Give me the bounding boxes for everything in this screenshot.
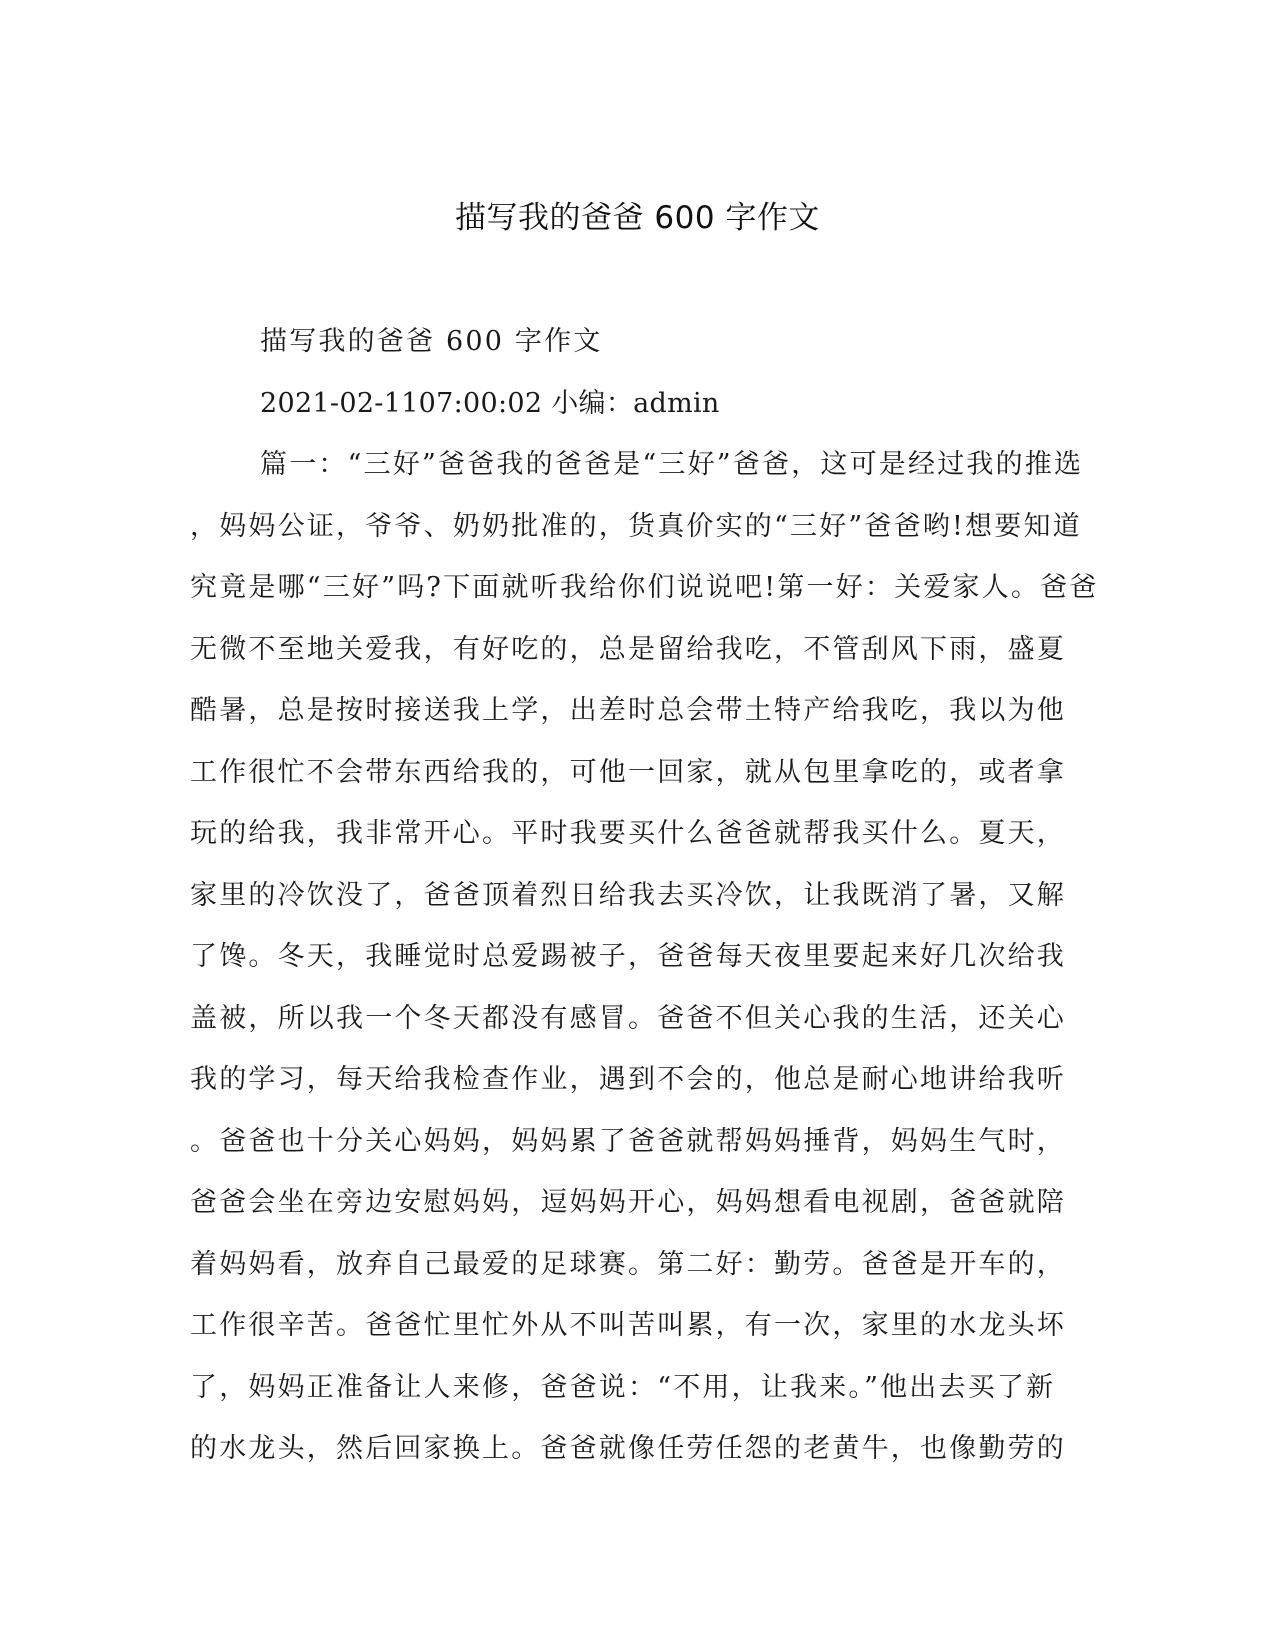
article-meta: 2021-02-1107:00:02 小编：admin bbox=[260, 387, 720, 419]
paragraph-line: 酷暑，总是按时接送我上学，出差时总会带土特产给我吃，我以为他 bbox=[190, 695, 1066, 726]
document-title: 描写我的爸爸 600 字作文 bbox=[455, 200, 820, 236]
paragraph-line: 了馋。冬天，我睡觉时总爱踢被子，爸爸每天夜里要起来好几次给我 bbox=[190, 941, 1066, 972]
paragraph-line: ，妈妈公证，爷爷、奶奶批准的，货真价实的“三好”爸爸哟!想要知道 bbox=[190, 510, 1082, 542]
document-body bbox=[190, 322, 1099, 1491]
paragraph-line: 工作很忙不会带东西给我的，可他一回家，就从包里拿吃的，或者拿 bbox=[190, 756, 1066, 788]
article-subtitle: 描写我的爸爸 600 字作文 bbox=[260, 326, 603, 357]
paragraph-line: 爸爸会坐在旁边安慰妈妈，逗妈妈开心，妈妈想看电视剧，爸爸就陪 bbox=[190, 1187, 1066, 1218]
paragraph-line: 我的学习，每天给我检查作业，遇到不会的，他总是耐心地讲给我听 bbox=[190, 1064, 1066, 1095]
paragraph-line: 玩的给我，我非常开心。平时我要买什么爸爸就帮我买什么。夏天， bbox=[190, 818, 1066, 849]
paragraph-line: 盖被，所以我一个冬天都没有感冒。爸爸不但关心我的生活，还关心 bbox=[190, 1002, 1066, 1034]
paragraph-line: 篇一：“三好”爸爸我的爸爸是“三好”爸爸，这可是经过我的推选 bbox=[260, 449, 1084, 480]
paragraph-line: 工作很辛苦。爸爸忙里忙外从不叫苦叫累，有一次，家里的水龙头坏 bbox=[190, 1310, 1066, 1341]
paragraph-line: 着妈妈看，放弃自己最爱的足球赛。第二好：勤劳。爸爸是开车的， bbox=[190, 1248, 1066, 1280]
paragraph-line: 。爸爸也十分关心妈妈，妈妈累了爸爸就帮妈妈捶背，妈妈生气时， bbox=[190, 1125, 1066, 1157]
paragraph-line: 无微不至地关爱我，有好吃的，总是留给我吃，不管刮风下雨，盛夏 bbox=[190, 633, 1066, 665]
paragraph-line: 究竟是哪“三好”吗?下面就听我给你们说说吧!第一好：关爱家人。爸爸 bbox=[190, 572, 1099, 603]
paragraph-line: 的水龙头，然后回家换上。爸爸就像任劳任怨的老黄牛，也像勤劳的 bbox=[190, 1433, 1066, 1464]
paragraph-line: 家里的冷饮没了，爸爸顶着烈日给我去买冷饮，让我既消了暑，又解 bbox=[190, 879, 1066, 911]
paragraph-line: 了，妈妈正准备让人来修，爸爸说：“不用，让我来。”他出去买了新 bbox=[190, 1371, 1056, 1403]
